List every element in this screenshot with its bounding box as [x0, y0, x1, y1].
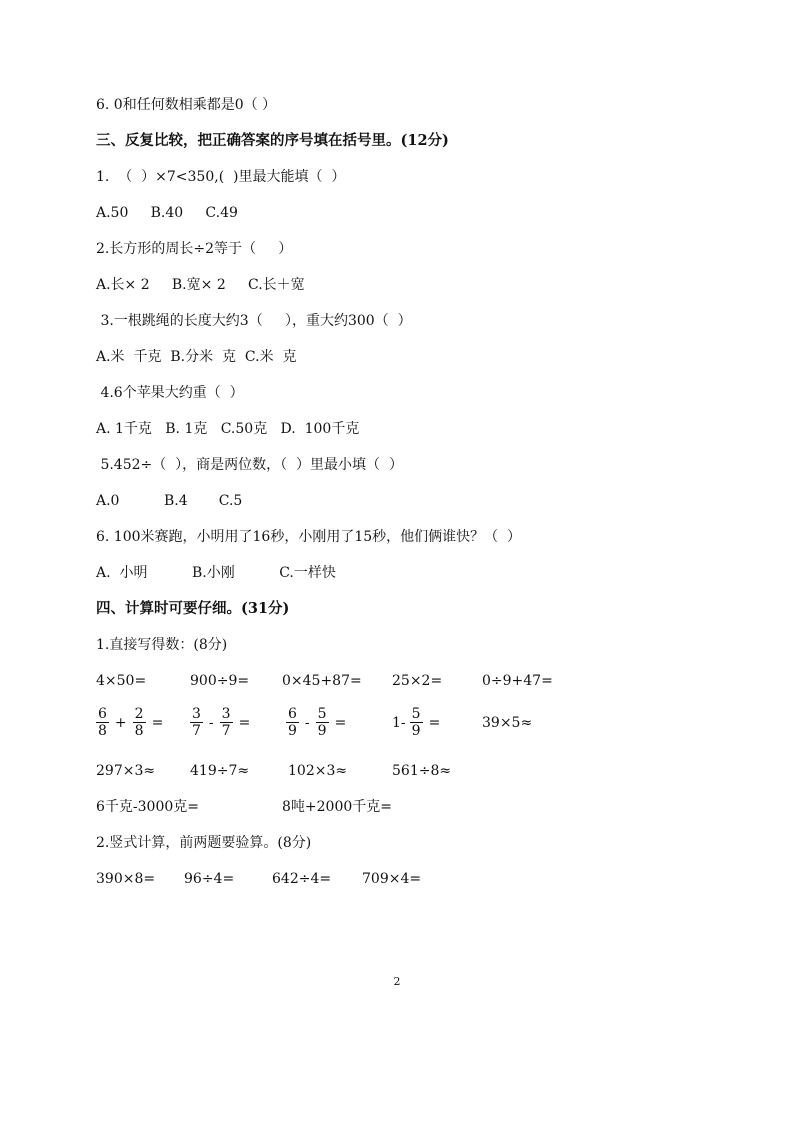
vertical-calc-item: 709×4= [362, 871, 422, 887]
calc-row4-item: 6千克-3000克= [96, 799, 199, 815]
s3-question-4-options: A. 1千克 B. 1克 C.50克 D. 100千克 [96, 421, 360, 437]
vertical-calc-item: 96÷4= [184, 871, 235, 887]
fraction: $\frac{6}{9}$ [288, 706, 297, 739]
s3-question-6: 6. 100米赛跑，小明用了16秒，小刚用了15秒，他们俩谁快？（ ） [96, 529, 522, 545]
s3-question-6-options: A. 小明 B.小刚 C.一样快 [96, 565, 336, 581]
s3-question-5: 5.452÷（ ），商是两位数，（ ）里最小填（ ） [96, 457, 403, 473]
calc-row3-item: 419÷7≈ [190, 763, 250, 779]
calc-row1-item: 4×50= [96, 673, 147, 689]
s3-question-5-options: A.0 B.4 C.5 [96, 493, 243, 509]
fraction: $\frac{3}{7}$ [221, 706, 231, 739]
fraction-expression: $\frac{6}{9}$ - $\frac{5}{9}$ = [288, 706, 347, 739]
fraction: $\frac{5}{9}$ [411, 706, 421, 739]
s3-question-3-options: A.米 千克 B.分米 克 C.米 克 [96, 349, 297, 365]
fraction-expression: $\frac{3}{7}$ - $\frac{3}{7}$ = [192, 706, 251, 739]
calc-row2-item: 39×5≈ [482, 715, 533, 731]
calc-row1-item: 25×2= [392, 673, 443, 689]
fraction: $\frac{5}{9}$ [317, 706, 327, 739]
s3-question-4: 4.6个苹果大约重（ ） [96, 385, 244, 401]
fraction-expression: $\frac{6}{8}$ + $\frac{2}{8}$ = [98, 706, 164, 739]
fraction-expression: 1- $\frac{5}{9}$ = [392, 706, 441, 739]
calc-row1-item: 0×45+87= [282, 673, 362, 689]
vertical-calc-item: 642÷4= [272, 871, 332, 887]
section-4-heading: 四、计算时可要仔细。(31分) [96, 600, 290, 617]
s3-question-1: 1. （ ）×7<350,( )里最大能填（ ） [96, 169, 346, 185]
fraction: $\frac{6}{8}$ [98, 706, 107, 739]
vertical-calc-item: 390×8= [96, 871, 156, 887]
calc-row3-item: 297×3≈ [96, 763, 156, 779]
s3-question-3: 3.一根跳绳的长度大约3（ ），重大约300（ ） [96, 313, 412, 329]
s3-question-1-options: A.50 B.40 C.49 [96, 205, 238, 221]
fraction: $\frac{2}{8}$ [134, 706, 144, 739]
s3-question-2-options: A.长× 2 B.宽× 2 C.长＋宽 [96, 277, 305, 293]
calc-row4-item: 8吨+2000千克= [282, 799, 392, 815]
s4-part-2-title: 2.竖式计算，前两题要验算。(8分) [96, 835, 312, 851]
calc-row3-item: 561÷8≈ [392, 763, 452, 779]
s3-question-2: 2.长方形的周长÷2等于（ ） [96, 241, 293, 257]
s4-part-1-title: 1.直接写得数：(8分) [96, 637, 228, 653]
section-3-heading: 三、反复比较，把正确答案的序号填在括号里。(12分) [96, 132, 449, 149]
calc-row3-item: 102×3≈ [288, 763, 348, 779]
calc-row1-item: 900÷9= [190, 673, 250, 689]
page-number: 2 [393, 975, 401, 988]
fraction: $\frac{3}{7}$ [192, 706, 201, 739]
calc-row1-item: 0÷9+47= [482, 673, 553, 689]
question-6-zero-product: 6. 0和任何数相乘都是0（ ） [96, 97, 277, 113]
